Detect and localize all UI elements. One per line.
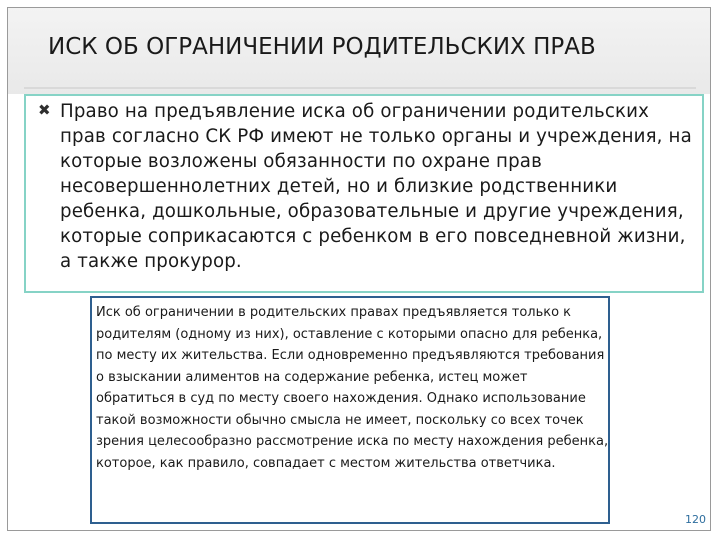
x-mark-bullet-icon: ✖	[38, 101, 51, 119]
title-divider	[24, 87, 696, 89]
note-paragraph: Иск об ограничении в родительских правах предъявляется только к родителям (одному из них), оставление с которыми опасно для ребенка, по месту их жительства. Если одновременно предъявляются требования о взыскании алиментов на содержание ребенка, истец может обратиться в суд по месту своего нахождения. Однако использование такой возможности обычно смысла не имеет, поскольку со всех точек зрения целесообразно рассмотрение иска по месту нахождения ребенка, которое, как правило, совпадает с местом жительства ответчика.	[96, 305, 609, 471]
page-number: 120	[685, 513, 706, 526]
slide-title: ИСК ОБ ОГРАНИЧЕНИИ РОДИТЕЛЬСКИХ ПРАВ	[48, 34, 596, 60]
main-paragraph: Право на предъявление иска об ограничении родительских прав согласно СК РФ имеют не только органы и учреждения, на которые возложены обязанности по охране прав несовершеннолетних детей, но и близкие родственники ребенка, дошкольные, образовательные и другие учреждения, которые соприкасаются с ребенком в его повседневной жизни, а также прокурор.	[60, 101, 692, 272]
